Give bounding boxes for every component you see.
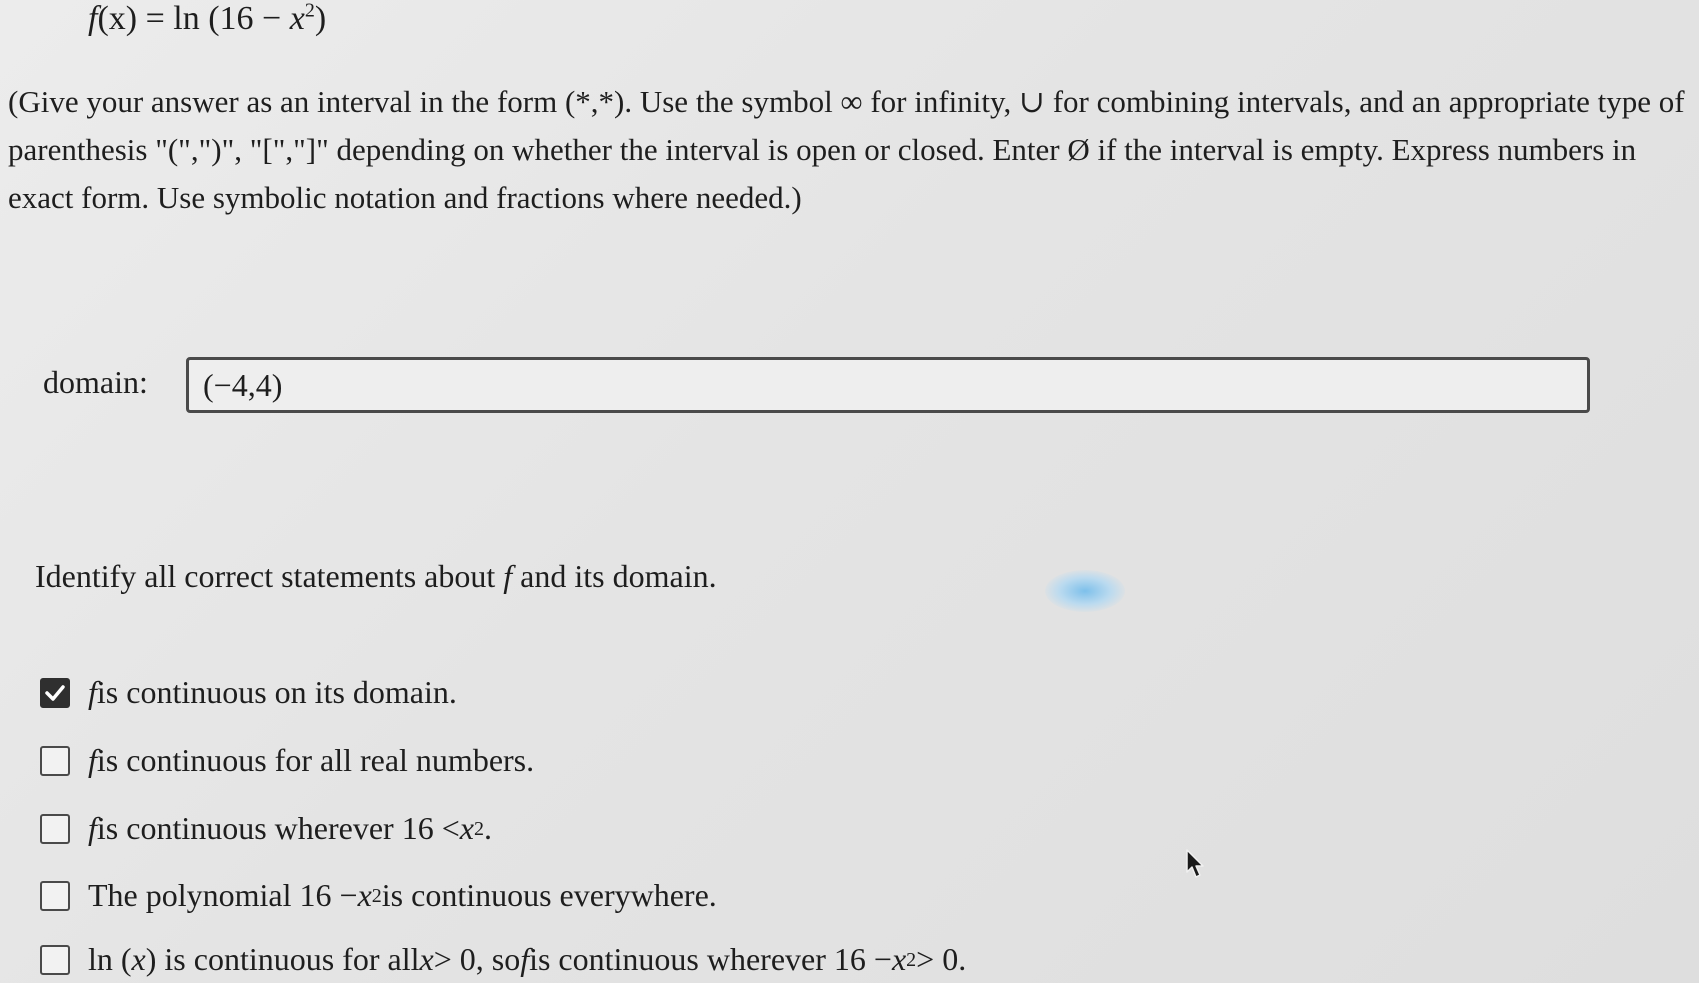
checkmark-icon	[44, 682, 66, 704]
option-ln-continuous[interactable]: ln ( x ) is continuous for all x > 0, so f is continuous wherever 16 − x 2 > 0.	[40, 941, 966, 978]
question-f: f	[503, 558, 513, 594]
checkbox-checked[interactable]	[40, 678, 70, 708]
option-text-5: f	[520, 941, 530, 977]
checkbox-unchecked[interactable]	[40, 814, 70, 844]
option-text-1: x	[131, 941, 146, 977]
option-polynomial-continuous[interactable]: The polynomial 16 − x 2 is continuous everywhere.	[40, 877, 717, 914]
option-continuous-all-reals[interactable]	[40, 742, 534, 779]
option-text-0: f	[88, 674, 97, 710]
option-text-3: is continuous everywhere.	[381, 877, 717, 913]
option-text-2: x	[459, 810, 474, 846]
option-text-0: ln (	[88, 941, 132, 977]
option-text-1: is continuous on its domain.	[96, 674, 457, 710]
option-text-0: The polynomial 16 −	[88, 877, 358, 913]
formula-f: f	[88, 0, 98, 37]
option-continuous-on-domain[interactable]	[40, 674, 457, 711]
option-text-1: is continuous for all real numbers.	[96, 742, 535, 778]
checkbox-unchecked[interactable]	[40, 746, 70, 776]
option-text-3: x	[419, 941, 434, 977]
camera-glare	[1045, 570, 1125, 612]
formula-x: x	[289, 0, 305, 37]
answer-instructions: (Give your answer as an interval in the form (*,*). Use the symbol ∞ for infinity, ∪ for combining intervals, and an appropriate type of parenthesis "(",")", "[","]" depending on whether the interval is open or closed. Enter Ø if the interval is empty. Express numbers in exact form. Use symbolic notation and fractions where needed.)	[8, 84, 1685, 215]
option-text-6: is continuous wherever 16 −	[529, 941, 892, 977]
function-definition	[88, 0, 326, 38]
question-pre: Identify all correct statements about	[35, 558, 504, 594]
question-post: and its domain.	[512, 558, 717, 594]
formula-arg: (x)	[97, 0, 138, 37]
question-prompt	[35, 558, 717, 595]
domain-input[interactable]	[186, 357, 1590, 413]
checkbox-unchecked[interactable]	[40, 945, 70, 975]
checkbox-unchecked[interactable]	[40, 881, 70, 911]
option-text-9: > 0.	[916, 941, 967, 977]
option-text-1: x	[357, 877, 372, 913]
option-text-7: x	[891, 941, 907, 977]
option-text-0: f	[88, 810, 97, 846]
formula-eq: = ln (16 −	[137, 0, 290, 37]
option-text-4: .	[483, 810, 492, 846]
option-text-1: is continuous wherever 16 <	[96, 810, 460, 846]
option-text-0: f	[88, 742, 97, 778]
mouse-pointer-icon	[1185, 848, 1207, 880]
domain-label: domain:	[43, 364, 148, 400]
option-continuous-16-lt-x2[interactable]: f is continuous wherever 16 < x 2 .	[40, 810, 492, 847]
option-text-2: ) is continuous for all	[145, 941, 420, 977]
formula-close: )	[314, 0, 327, 37]
formula-exponent: 2	[304, 0, 315, 22]
option-text-4: > 0, so	[433, 941, 521, 977]
